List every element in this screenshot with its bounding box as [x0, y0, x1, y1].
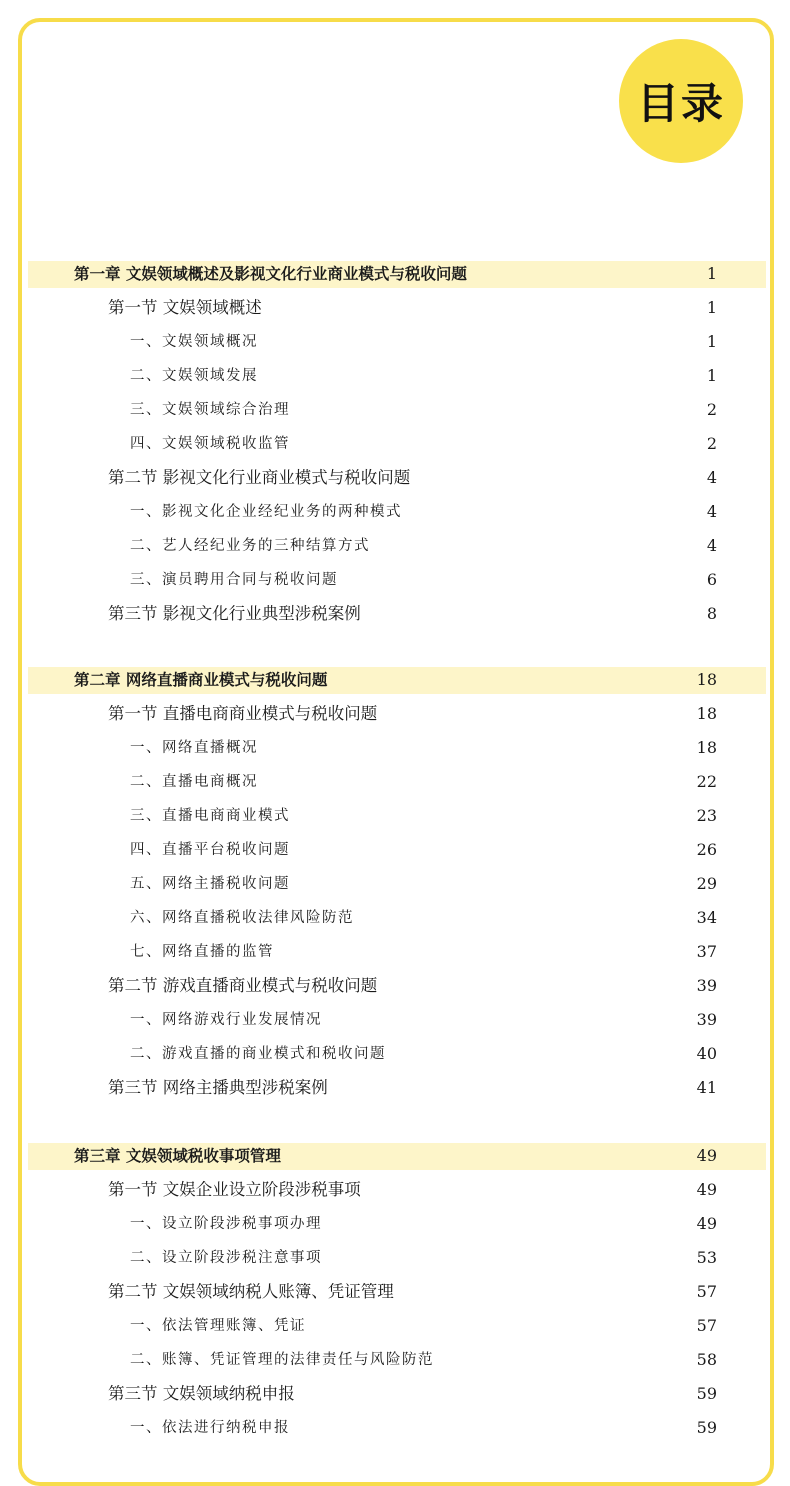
toc-page-number: 29	[696, 874, 717, 893]
toc-item-row[interactable]	[0, 1207, 790, 1241]
toc-item-row[interactable]	[0, 765, 790, 799]
toc-item-title: 五、网络主播税收问题	[130, 876, 290, 892]
toc-section-row[interactable]	[0, 291, 790, 325]
toc-page-number: 1	[706, 332, 717, 351]
toc-item-row[interactable]	[0, 359, 790, 393]
toc-page-number: 57	[696, 1282, 717, 1301]
toc-section-row[interactable]	[0, 1275, 790, 1309]
toc-item-title: 二、账簿、凭证管理的法律责任与风险防范	[130, 1352, 434, 1368]
toc-page-number: 26	[696, 840, 717, 859]
toc-item-row[interactable]	[0, 799, 790, 833]
toc-page-number: 39	[696, 976, 717, 995]
toc-item-row[interactable]	[0, 731, 790, 765]
toc-item-title: 七、网络直播的监管	[130, 944, 274, 960]
toc-page-number: 1	[706, 366, 717, 385]
toc-item-title: 三、直播电商商业模式	[130, 808, 290, 824]
toc-page-number: 22	[696, 772, 717, 791]
toc-title-badge: 目录	[619, 39, 743, 163]
toc-item-row[interactable]	[0, 393, 790, 427]
toc-page-number: 6	[706, 570, 717, 589]
toc-item-row[interactable]	[0, 833, 790, 867]
toc-chapter-row[interactable]	[0, 1139, 790, 1173]
toc-page-number: 18	[696, 704, 717, 723]
toc-item-title: 一、网络游戏行业发展情况	[130, 1012, 322, 1028]
toc-page-number: 39	[696, 1010, 717, 1029]
toc-page-number: 1	[706, 298, 717, 317]
toc-section-row[interactable]	[0, 697, 790, 731]
toc-section-title: 第二节 游戏直播商业模式与税收问题	[108, 976, 378, 995]
toc-section-title: 第二节 文娱领域纳税人账簿、凭证管理	[108, 1282, 394, 1301]
toc-section-row[interactable]	[0, 1173, 790, 1207]
toc-item-row[interactable]	[0, 1003, 790, 1037]
toc-page-number: 4	[706, 536, 717, 555]
toc-item-title: 一、影视文化企业经纪业务的两种模式	[130, 504, 402, 520]
toc-section-title: 第一节 文娱领域概述	[108, 298, 262, 317]
toc-item-row[interactable]	[0, 1037, 790, 1071]
toc-section-row[interactable]	[0, 969, 790, 1003]
toc-chapter-title: 第三章 文娱领域税收事项管理	[74, 1147, 281, 1165]
toc-item-title: 一、网络直播概况	[130, 740, 258, 756]
toc-item-title: 四、直播平台税收问题	[130, 842, 290, 858]
toc-item-title: 二、艺人经纪业务的三种结算方式	[130, 538, 370, 554]
toc-section-title: 第一节 文娱企业设立阶段涉税事项	[108, 1180, 361, 1199]
toc-item-row[interactable]	[0, 529, 790, 563]
toc-chapter-row[interactable]	[0, 663, 790, 697]
toc-page-number: 34	[696, 908, 717, 927]
toc-page-number: 37	[696, 942, 717, 961]
toc-page-number: 18	[696, 670, 717, 689]
toc-page-number: 58	[696, 1350, 717, 1369]
toc-page-number: 49	[696, 1180, 717, 1199]
toc-section-row[interactable]	[0, 1377, 790, 1411]
toc-item-row[interactable]	[0, 427, 790, 461]
toc-item-title: 一、文娱领域概况	[130, 334, 258, 350]
toc-page-number: 59	[696, 1418, 717, 1437]
toc-item-row[interactable]	[0, 867, 790, 901]
toc-page-number: 23	[696, 806, 717, 825]
toc-item-row[interactable]	[0, 1343, 790, 1377]
toc-chapter-title: 第二章 网络直播商业模式与税收问题	[74, 671, 328, 689]
toc-page-number: 2	[706, 434, 717, 453]
toc-section-title: 第三节 网络主播典型涉税案例	[108, 1078, 328, 1097]
toc-item-title: 二、直播电商概况	[130, 774, 258, 790]
toc-page-number: 4	[706, 468, 717, 487]
toc-section-row[interactable]	[0, 1071, 790, 1105]
toc-item-row[interactable]	[0, 935, 790, 969]
toc-item-row[interactable]	[0, 1241, 790, 1275]
toc-page-number: 53	[696, 1248, 717, 1267]
toc-item-row[interactable]	[0, 1411, 790, 1445]
toc-item-title: 一、设立阶段涉税事项办理	[130, 1216, 322, 1232]
toc-page-number: 57	[696, 1316, 717, 1335]
toc-page-number: 2	[706, 400, 717, 419]
toc-item-title: 三、演员聘用合同与税收问题	[130, 572, 338, 588]
toc-item-title: 一、依法管理账簿、凭证	[130, 1318, 306, 1334]
toc-item-row[interactable]	[0, 563, 790, 597]
toc-chapter-row[interactable]	[0, 257, 790, 291]
toc-page-number: 49	[696, 1146, 717, 1165]
toc-chapter-title: 第一章 文娱领域概述及影视文化行业商业模式与税收问题	[74, 265, 467, 283]
toc-item-title: 一、依法进行纳税申报	[130, 1420, 290, 1436]
toc-page-number: 59	[696, 1384, 717, 1403]
toc-section-title: 第二节 影视文化行业商业模式与税收问题	[108, 468, 411, 487]
toc-item-row[interactable]	[0, 901, 790, 935]
toc-page-number: 18	[696, 738, 717, 757]
toc-item-row[interactable]	[0, 495, 790, 529]
toc-section-title: 第三节 文娱领域纳税申报	[108, 1384, 295, 1403]
toc-item-title: 二、文娱领域发展	[130, 368, 258, 384]
toc-page-number: 8	[706, 604, 717, 623]
toc-section-title: 第三节 影视文化行业典型涉税案例	[108, 604, 361, 623]
toc-item-row[interactable]	[0, 1309, 790, 1343]
toc-section-title: 第一节 直播电商商业模式与税收问题	[108, 704, 378, 723]
toc-item-row[interactable]	[0, 325, 790, 359]
toc-section-row[interactable]	[0, 461, 790, 495]
toc-item-title: 四、文娱领域税收监管	[130, 436, 290, 452]
toc-item-title: 六、网络直播税收法律风险防范	[130, 910, 354, 926]
toc-page-number: 41	[696, 1078, 717, 1097]
toc-item-title: 三、文娱领域综合治理	[130, 402, 290, 418]
toc-page-number: 4	[706, 502, 717, 521]
toc-section-row[interactable]	[0, 597, 790, 631]
toc-item-title: 二、游戏直播的商业模式和税收问题	[130, 1046, 386, 1062]
toc-item-title: 二、设立阶段涉税注意事项	[130, 1250, 322, 1266]
toc-page-number: 40	[696, 1044, 717, 1063]
toc-page-number: 1	[706, 264, 717, 283]
toc-page-number: 49	[696, 1214, 717, 1233]
